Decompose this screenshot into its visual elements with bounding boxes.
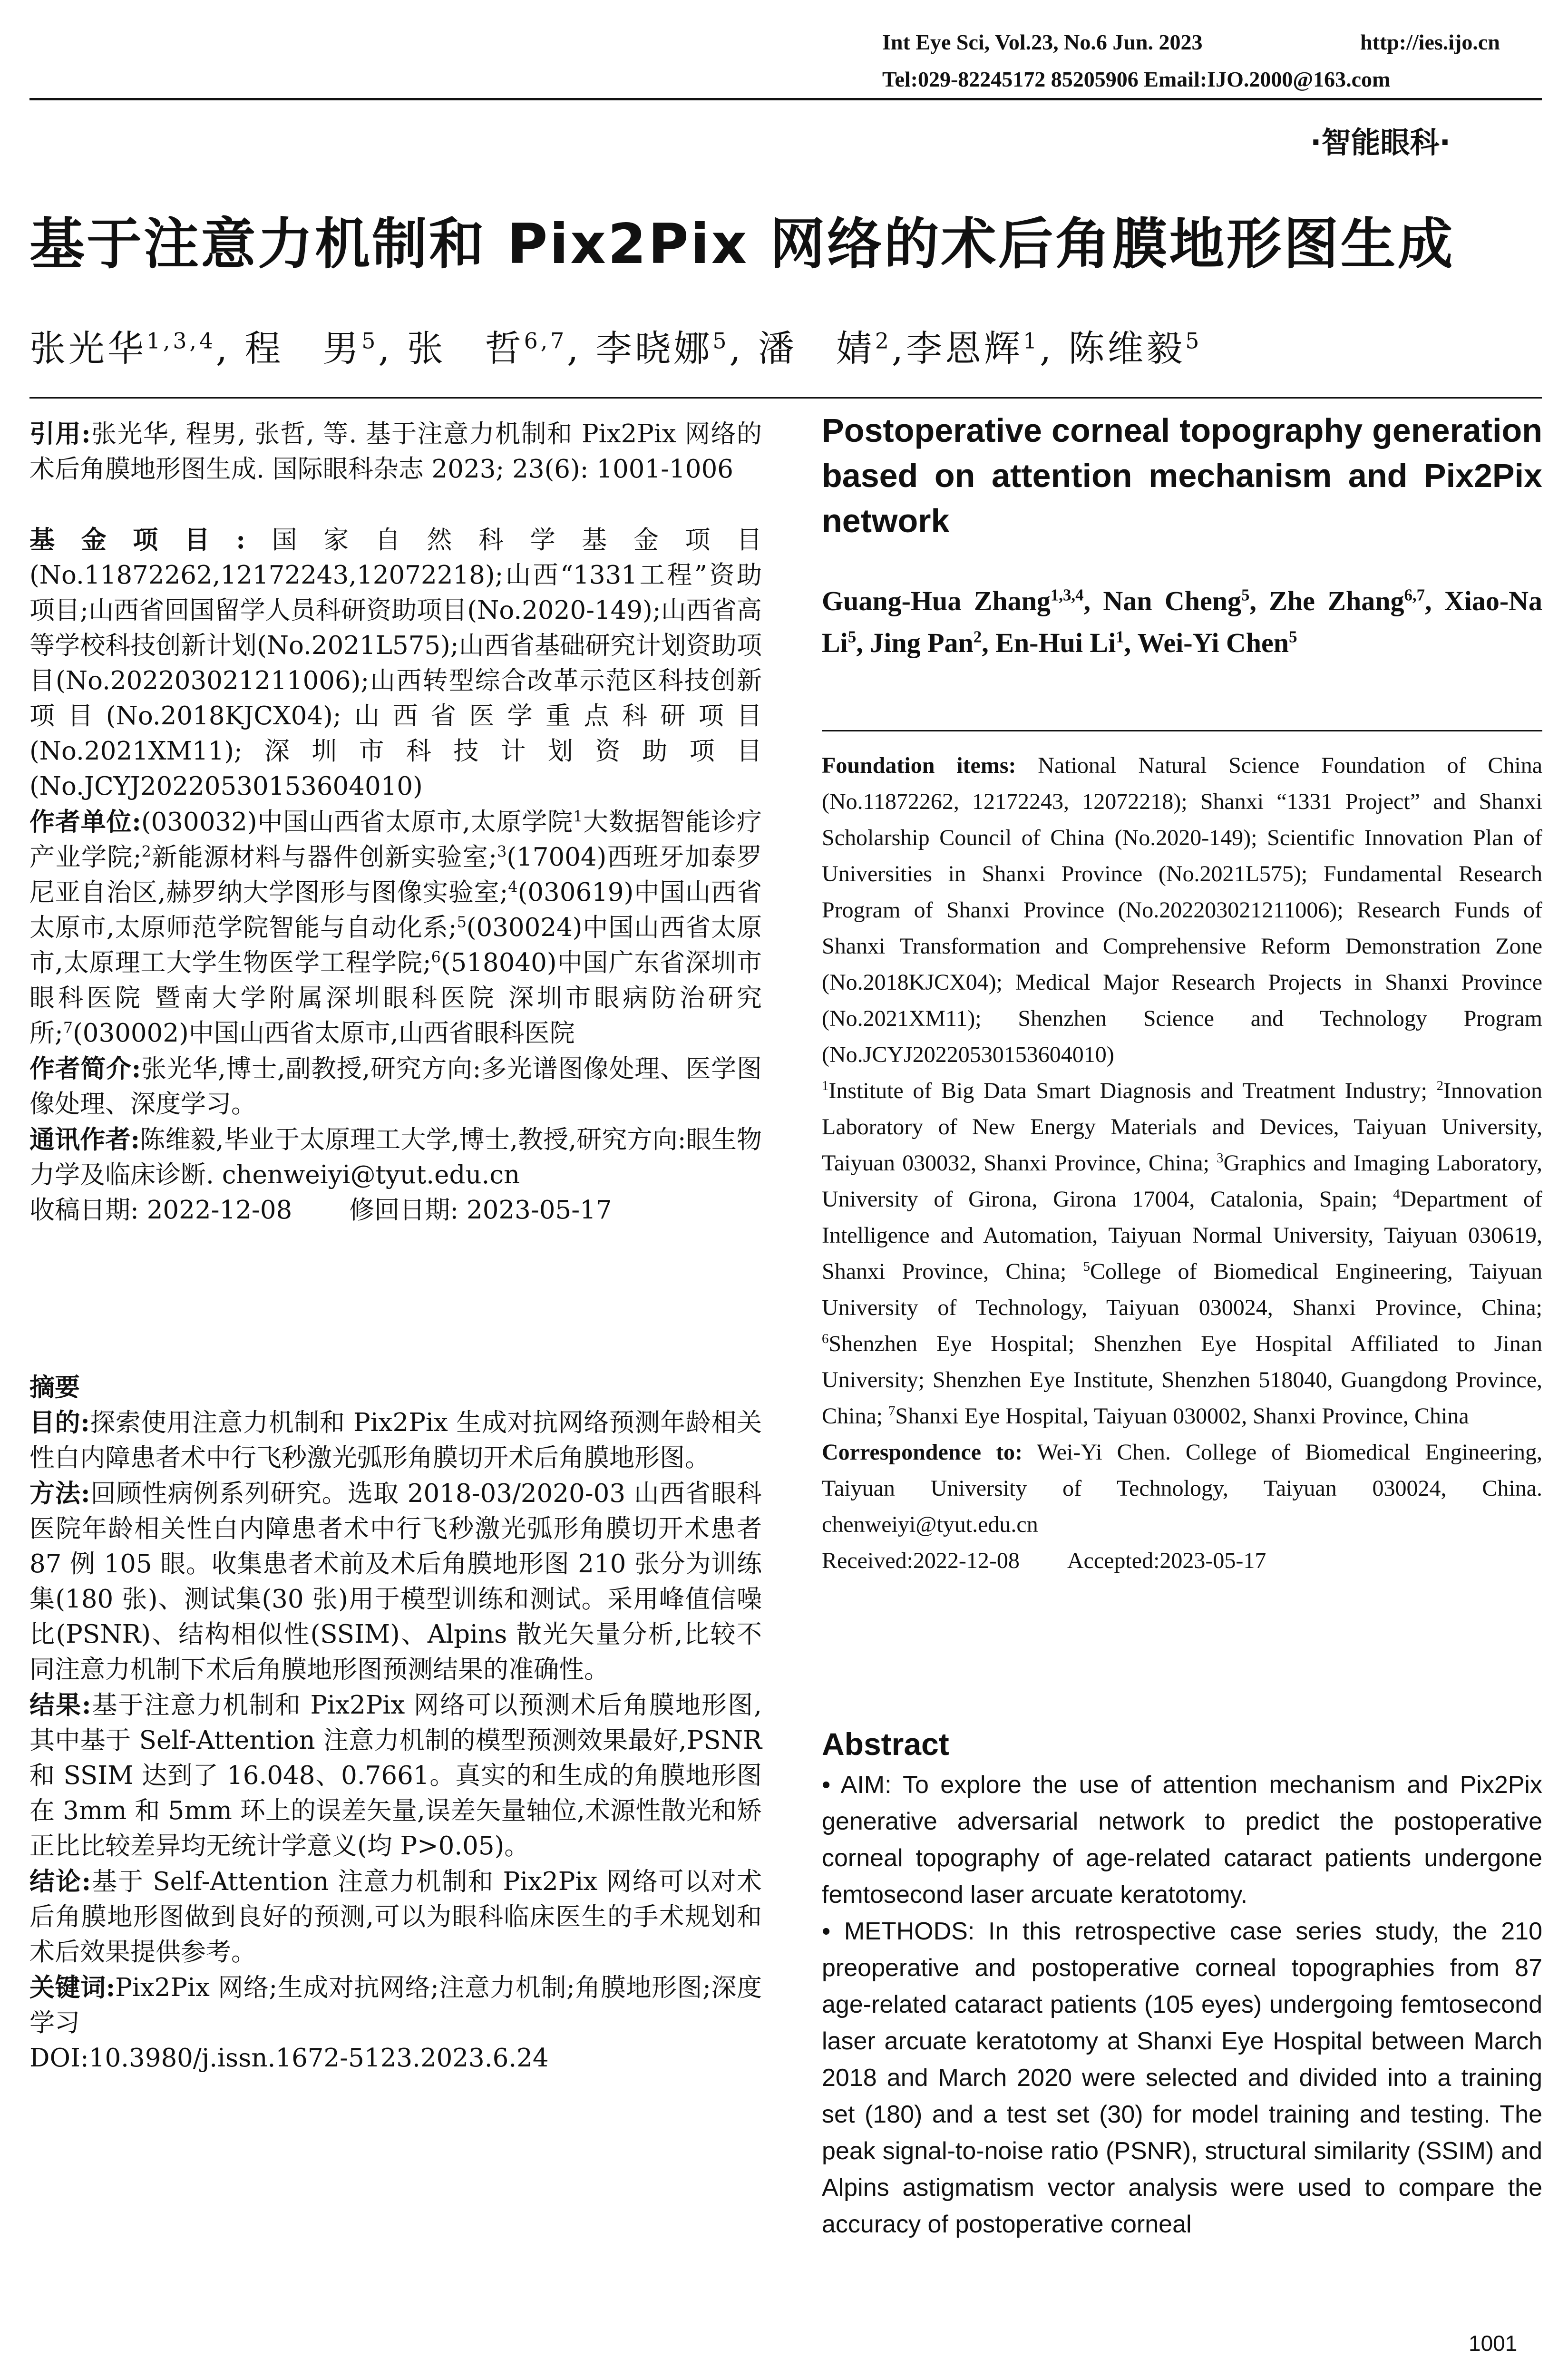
fund-cn: 基金项目:国家自然科学基金项目(No.11872262,12172243,12072218);山西“1331工程”资助项目;山西省回国留学人员科研资助项目(No.2020-149);山西省高等学校科技创新计划(No.2021L575);山西省基础研究计划资助项目(No.202203021211006);山西转型综合改革示范区科技创新项目(No.2018KJCX04);山西省医学重点科研项目(No.2021XM11);深圳市科技计划资助项目(No.JCYJ20220530153604010) — [29, 525, 762, 801]
aim-en: • AIM: To explore the use of attention mechanism and Pix2Pix generative adversarial network to predict the postoperative corneal topography of age-related cataract patients undergone femtosecond laser arcuate keratotomy. — [822, 1771, 1542, 1909]
author-en: Zhe Zhang — [1269, 585, 1404, 616]
author-cn: 潘 婧 — [758, 327, 875, 370]
page-number: 1001 — [1469, 2331, 1518, 2356]
corresponding-author: 通讯作者:陈维毅,毕业于太原理工大学,博士,教授,研究方向:眼生物力学及临床诊断. chenweiyi@tyut.edu.cn — [29, 1125, 762, 1189]
correspondence-en: Correspondence to: Wei-Yi Chen. College of Biomedical Engineering, Taiyuan University of Technology, Taiyuan 030024, China. chenweiyi@tyut.edu.cn — [822, 1440, 1542, 1537]
author-en: En-Hui Li — [995, 627, 1116, 658]
journal-website[interactable]: http://ies.ijo.cn — [1360, 30, 1500, 54]
fund-en: Foundation items: National Natural Science Foundation of China (No.11872262, 12172243, 12072218); Shanxi “1331 Project” and Shanxi Scholarship Council of China (No.2020-149); Scientific Innovation Plan of Universities in Shanxi Province (No.2021L575); Fundamental Research Program of Shanxi Province (No.202203021211006); Research Funds of Shanxi Transformation and Comprehensive Reform Demonstration Zone (No.2018KJCX04); Medical Major Research Projects in Shanxi Province (No.2021XM11); Shenzhen Science and Technology Program (No.JCYJ20220530153604010) — [822, 753, 1542, 1067]
affiliations-cn: 作者单位:(030032)中国山西省太原市,太原学院$^1$大数据智能诊疗产业学院;$^2$新能源材料与器件创新实验室;$^3$(17004)西班牙加泰罗尼亚自治区,赫罗纳大学图形与图像实验室;$^4$(030619)中国山西省太原市,太原师范学院智能与自动化系;$^5$(030024)中国山西省太原市,太原理工大学生物医学工程学院;$^6$(518040)中国广东省深圳市眼科医院 暨南大学附属深圳眼科医院 深圳市眼病防治研究所;$^7$(030002)中国山西省太原市,山西省眼科医院 — [29, 807, 762, 1048]
author-cn: 李晓娜 — [595, 327, 713, 370]
results-cn: 结果:基于注意力机制和 Pix2Pix 网络可以预测术后角膜地形图,其中基于 Self-Attention 注意力机制的模型预测效果最好,PSNR 和 SSIM 达到了 16.048、0.7661。真实的和生成的角膜地形图在 3mm 和 5mm 环上的误差矢量,误差矢量轴位,术源性散光和矫正比比较差异均无统计学意义(均 P>0.05)。 — [29, 1690, 762, 1861]
author-cn: 张光华 — [29, 327, 146, 370]
methods-cn: 方法:回顾性病例系列研究。选取 2018-03/2020-03 山西省眼科医院年龄相关性白内障患者术中行飞秒激光弧形角膜切开术患者 87 例 105 眼。收集患者术前及术后角膜地形图 210 张分为训练集(180 张)、测试集(30 张)用于模型训练和测试。采用峰值信噪比(PSNR)、结构相似性(SSIM)、Alpins 散光矢量分析,比较不同注意力机制下术后角膜地形图预测结果的准确性。 — [29, 1479, 762, 1684]
keywords-cn: 关键词:Pix2Pix 网络;生成对抗网络;注意力机制;角膜地形图;深度学习 — [29, 1973, 762, 2037]
abstract-cn — [29, 1370, 762, 2076]
abstract-heading-en: Abstract — [822, 1726, 949, 1762]
header-rule — [29, 98, 1542, 100]
right-column-front — [822, 748, 1542, 1579]
left-column-front — [29, 416, 762, 1228]
author-bio: 作者简介:张光华,博士,副教授,研究方向:多光谱图像处理、医学图像处理、深度学习。 — [29, 1054, 762, 1119]
abstract-heading-cn: 摘要 — [29, 1373, 80, 1402]
title-rule — [29, 397, 1542, 399]
author-en: Nan Cheng — [1103, 585, 1241, 616]
authors-cn: 张光华$^{1,3,4}$, 程 男$^5$, 张 哲$^{6,7}$, 李晓娜$^5$, 潘 婧$^2$,李恩辉$^1$, 陈维毅$^5$ — [29, 327, 1202, 370]
journal-issue: Int Eye Sci, Vol.23, No.6 Jun. 2023 — [882, 30, 1203, 54]
doi[interactable]: DOI:10.3980/j.issn.1672-5123.2023.6.24 — [29, 2044, 549, 2073]
author-cn: 李恩辉 — [906, 327, 1023, 370]
aim-cn: 目的:探索使用注意力机制和 Pix2Pix 生成对抗网络预测年龄相关性白内障患者术中行飞秒激光弧形角膜切开术后角膜地形图。 — [29, 1408, 762, 1472]
abstract-en — [822, 1722, 1542, 2243]
authors-en-rule — [822, 730, 1542, 731]
section-label: ·智能眼科· — [1310, 125, 1451, 160]
authors-en: Guang-Hua Zhang$^{1,3,4}$, Nan Cheng$^5$, Zhe Zhang$^{6,7}$, Xiao-Na Li$^5$, Jing Pan$^2$, En-Hui Li$^1$, Wei-Yi Chen$^5$ — [822, 585, 1543, 658]
affiliations-en: $^1$Institute of Big Data Smart Diagnosis and Treatment Industry; $^2$Innovation Laboratory of New Energy Materials and Devices, Taiyuan University, Taiyuan 030032, Shanxi Province, China; $^3$Graphics and Imaging Laboratory, University of Girona, Girona 17004, Catalonia, Spain; $^4$Department of Intelligence and Automation, Taiyuan Normal University, Taiyuan 030619, Shanxi Province, China; $^5$College of Biomedical Engineering, Taiyuan University of Technology, Taiyuan 030024, Shanxi Province, China; $^6$Shenzhen Eye Hospital; Shenzhen Eye Hospital Affiliated to Jinan University; Shenzhen Eye Institute, Shenzhen 518040, Guangdong Province, China; $^7$Shanxi Eye Hospital, Taiyuan 030002, Shanxi Province, China — [822, 1078, 1543, 1429]
methods-en: • METHODS: In this retrospective case series study, the 210 preoperative and postoperative corneal topographies from 87 age-related cataract patients (105 eyes) undergoing femtosecond laser arcuate keratotomy at Shanxi Eye Hospital between March 2018 and March 2020 were selected and divided into a training set (180) and a test set (30) for model training and testing. The peak signal-to-noise ratio (PSNR), structural similarity (SSIM) and Alpins astigmatism vector analysis were used to compare the accuracy of postoperative corneal — [822, 1918, 1542, 2238]
author-en: Wei-Yi Chen — [1137, 627, 1289, 658]
author-en: Xiao-Na Li — [822, 585, 1543, 658]
dates-cn: 收稿日期: 2022-12-08 修回日期: 2023-05-17 — [29, 1196, 612, 1225]
author-en: Guang-Hua Zhang — [822, 585, 1051, 616]
author-cn: 陈维毅 — [1068, 327, 1186, 370]
dates-en: Received:2022-12-08 Accepted:2023-05-17 — [822, 1548, 1266, 1573]
citation: 引用:张光华, 程男, 张哲, 等. 基于注意力机制和 Pix2Pix 网络的术后角膜地形图生成. 国际眼科杂志 2023; 23(6): 1001-1006 — [29, 419, 762, 484]
title-en: Postoperative corneal topography generation based on attention mechanism and Pix2Pix network — [822, 412, 1542, 539]
author-cn: 程 男 — [244, 327, 362, 370]
author-cn: 张 哲 — [407, 327, 524, 370]
journal-contact: Tel:029-82245172 85205906 Email:IJO.2000@163.com — [882, 67, 1391, 91]
title-cn: 基于注意力机制和 Pix2Pix 网络的术后角膜地形图生成 — [29, 212, 1455, 276]
author-en: Jing Pan — [870, 627, 974, 658]
conclusion-cn: 结论:基于 Self-Attention 注意力机制和 Pix2Pix 网络可以对术后角膜地形图做到良好的预测,可以为眼科临床医生的手术规划和术后效果提供参考。 — [29, 1867, 762, 1967]
